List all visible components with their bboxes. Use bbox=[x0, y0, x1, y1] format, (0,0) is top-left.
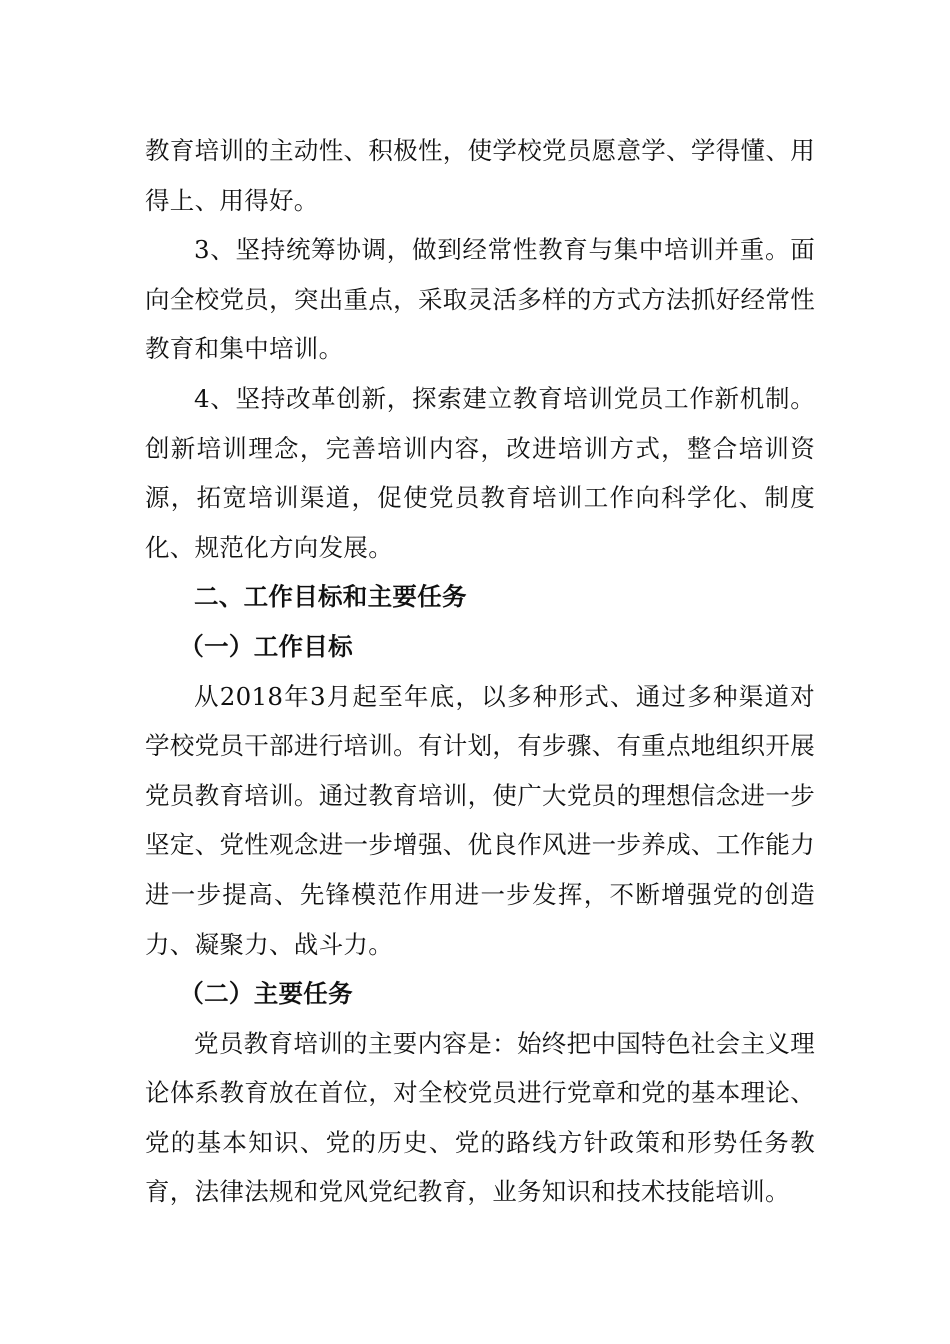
subsection-heading-goals: （一）工作目标 bbox=[179, 631, 353, 661]
paragraph-item-3: 3、坚持统筹协调，做到经常性教育与集中培训并重。面向全校党员，突出重点，采取灵活多样的方式方法抓好经常性教育和集中培训。 bbox=[145, 235, 815, 364]
subsection-heading-tasks: （二）主要任务 bbox=[179, 979, 353, 1009]
section-heading-goals-tasks: 二、工作目标和主要任务 bbox=[194, 582, 467, 612]
paragraph-continuation: 教育培训的主动性、积极性，使学校党员愿意学、学得懂、用得上、用得好。 bbox=[145, 136, 815, 215]
paragraph-item-4: 4、坚持改革创新，探索建立教育培训党员工作新机制。创新培训理念，完善培训内容，改进培训方式，整合培训资源，拓宽培训渠道，促使党员教育培训工作向科学化、制度化、规范化方向发展。 bbox=[145, 383, 815, 562]
paragraph-goals: 从2018年3月起至年底，以多种形式、通过多种渠道对学校党员干部进行培训。有计划，有步骤、有重点地组织开展党员教育培训。通过教育培训，使广大党员的理想信念进一步坚定、党性观念进一步增强、优良作风进一步养成、工作能力进一步提高、先锋模范作用进一步发挥，不断增强党的创造力、凝聚力、战斗力。 bbox=[145, 681, 815, 959]
document-body bbox=[145, 126, 815, 1217]
paragraph-tasks: 党员教育培训的主要内容是：始终把中国特色社会主义理论体系教育放在首位，对全校党员进行党章和党的基本理论、党的基本知识、党的历史、党的路线方针政策和形势任务教育，法律法规和党风党纪教育，业务知识和技术技能培训。 bbox=[145, 1028, 815, 1207]
